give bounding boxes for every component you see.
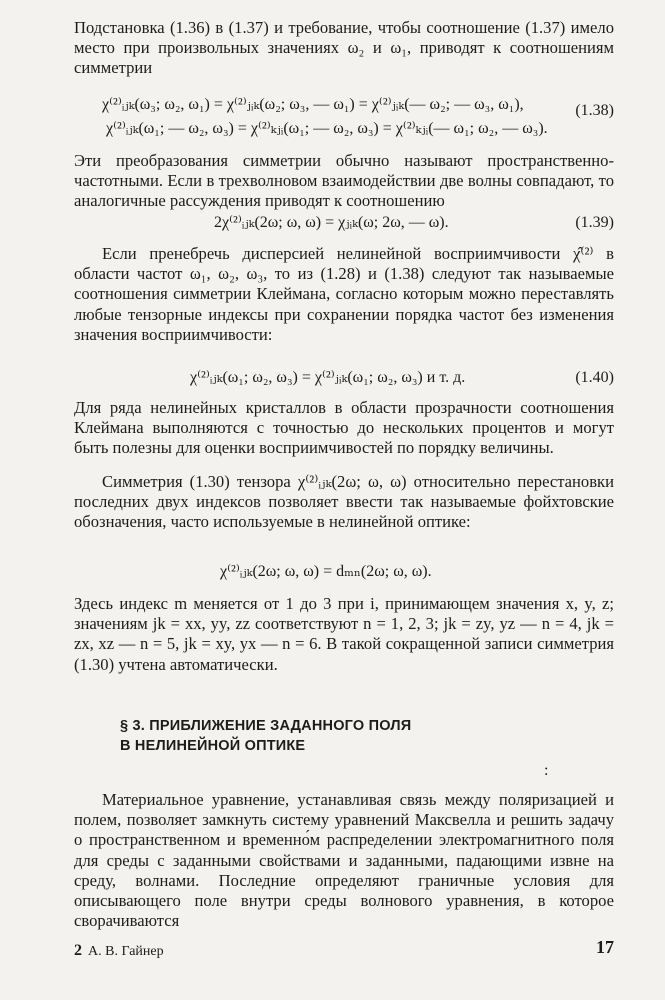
paragraph-index-mapping: Здесь индекс m меняется от 1 до 3 при i, принимающем значения x, y, z; значениям jk = xx, yy, zz соответствуют n = 1, 2, 3; jk = zy, yz — n = 4, jk = zx, xz — n = 5, jk = xy, yx — n = 6. В такой сокращенной записи симметрия (1.30) учтена автоматически. (74, 594, 614, 674)
equation-number: (1.38) (575, 102, 614, 119)
section-heading (120, 716, 520, 756)
paragraph-material-equation: Материальное уравнение, устанавливая связь между поляризацией и полем, позволяет замкнуть систему уравнений Максвелла и решить задачу о пространственном и временно́м распределении электромагнитного поля для среды с заданными свойствами и заданными, падающими извне на среду, волнами. Последние определяют граничные условия для описывающего поле внутри среды волнового уравнения, в которое сворачиваются (74, 790, 614, 931)
equation-voigt-body: χ⁽²⁾ᵢⱼₖ(2ω; ω, ω) = dₘₙ(2ω; ω, ω). (220, 563, 432, 580)
paragraph-kleinman: Если пренебречь дисперсией нелинейной восприимчивости χ̂⁽²⁾ в области частот ω₁, ω₂, ω₃, то из (1.28) и (1.38) следуют так называемые соотношения симметрии Клеймана, согласно которым можно переставлять любые тензорные индексы при сохранении порядка частот без изменения значения восприимчивости: (74, 244, 614, 344)
paragraph-space-frequency: Эти преобразования симметрии обычно называют пространственно-частотными. Если в трехволновом взаимодействии две волны совпадают, то аналогичные рассуждения приводят к соотношению (74, 151, 614, 211)
page-number: 17 (596, 937, 614, 957)
paragraph-voigt-notation: Симметрия (1.30) тензора χ⁽²⁾ᵢⱼₖ(2ω; ω, ω) относительно перестановки последних двух индексов позволяет ввести так называемые фойхтовские обозначения, часто используемые в нелинейной оптике: (74, 472, 614, 532)
equation-1-38 (74, 94, 614, 144)
section-heading-line-1: § 3. ПРИБЛИЖЕНИЕ ЗАДАННОГО ПОЛЯ (120, 718, 412, 734)
paragraph-crystals: Для ряда нелинейных кристаллов в области прозрачности соотношения Клеймана выполняются с точностью до нескольких процентов и могут быть полезны для оценки восприимчивостей по порядку величины. (74, 398, 614, 458)
equation-1-38-line-1: χ⁽²⁾ᵢⱼₖ(ω₃; ω₂, ω₁) = χ⁽²⁾ⱼᵢₖ(ω₂; ω₃, — ω₁) = χ⁽²⁾ⱼᵢₖ(— ω₂; — ω₃, ω₁), (102, 96, 524, 113)
equation-1-39-body: 2χ⁽²⁾ᵢⱼₖ(2ω; ω, ω) = χⱼᵢₖ(ω; 2ω, — ω). (214, 214, 449, 231)
equation-number: (1.40) (575, 369, 614, 386)
equation-number: (1.39) (575, 214, 614, 231)
paragraph-substitution: Подстановка (1.36) в (1.37) и требование, чтобы соотношение (1.37) имело место при произвольных значениях ω₂ и ω₁, приводят к соотношениям симметрии (74, 18, 614, 78)
equation-1-38-line-2: χ⁽²⁾ᵢⱼₖ(ω₁; — ω₂, ω₃) = χ⁽²⁾ₖⱼᵢ(ω₁; — ω₂, ω₃) = χ⁽²⁾ₖⱼᵢ(— ω₁; ω₂, — ω₃). (106, 120, 548, 137)
section-heading-line-2: В НЕЛИНЕЙНОЙ ОПТИКЕ (120, 738, 306, 754)
signature-number: 2 (74, 942, 82, 959)
stray-mark: : (544, 762, 549, 779)
signature-text: А. В. Гайнер (88, 944, 164, 959)
equation-1-40-body: χ⁽²⁾ᵢⱼₖ(ω₁; ω₂, ω₃) = χ⁽²⁾ⱼᵢₖ(ω₁; ω₂, ω₃) и т. д. (190, 369, 466, 386)
equation-voigt (74, 561, 614, 585)
printer-signature (74, 942, 164, 960)
equation-1-40 (74, 367, 614, 391)
equation-1-39 (74, 212, 614, 236)
